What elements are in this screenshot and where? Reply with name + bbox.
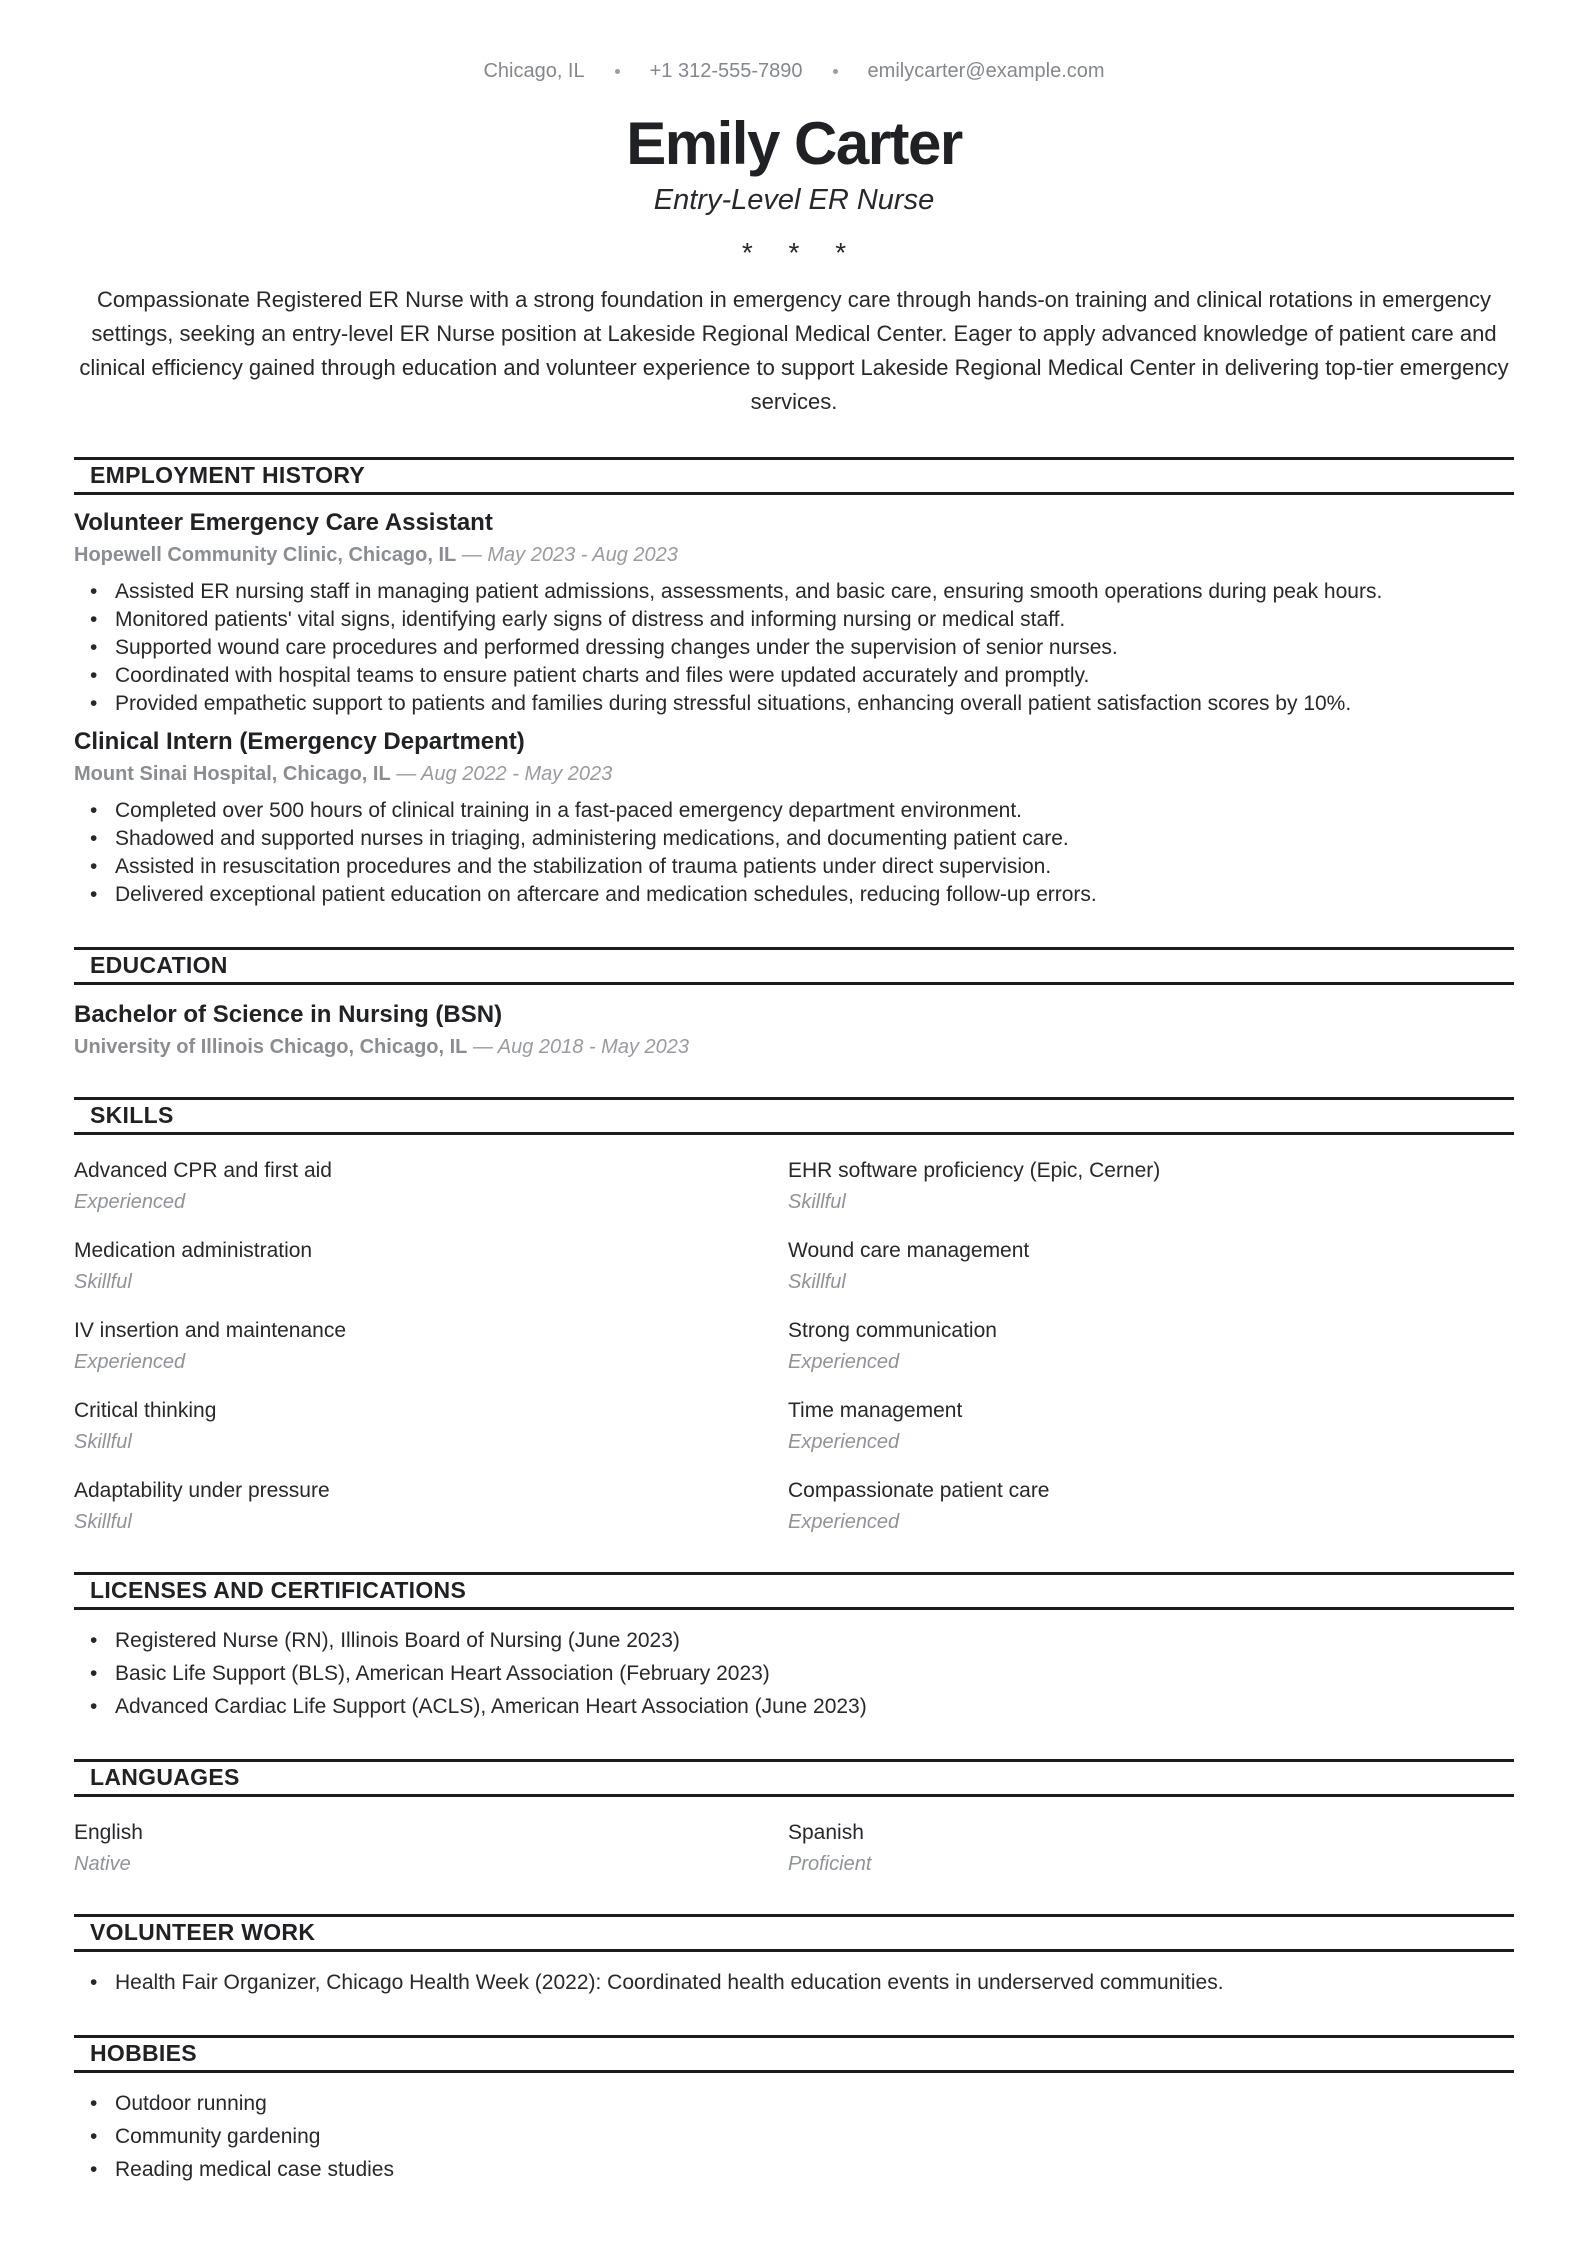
job-meta xyxy=(74,544,1514,567)
skill-name: Critical thinking xyxy=(74,1399,217,1422)
skill-item xyxy=(74,1479,788,1534)
section-heading: VOLUNTEER WORK xyxy=(74,1914,1514,1952)
bullet-item: • Monitored patients' vital signs, identifying early signs of distress and informing nursing or medical staff. xyxy=(74,606,1514,634)
skill-name: Time management xyxy=(788,1399,963,1422)
job-bullet-list xyxy=(74,797,1514,909)
skill-item xyxy=(788,1319,1514,1374)
education-dates: — Aug 2018 - May 2023 xyxy=(472,1036,690,1058)
skill-name: Wound care management xyxy=(788,1239,1030,1262)
skill-name: Compassionate patient care xyxy=(788,1479,1050,1502)
section-languages xyxy=(74,1759,1514,1876)
languages-grid xyxy=(74,1821,1514,1876)
bullet-item: • Shadowed and supported nurses in triaging, administering medications, and documenting patient care. xyxy=(74,825,1514,853)
skill-item xyxy=(788,1239,1514,1294)
contact-phone: +1 312-555-7890 xyxy=(649,60,803,82)
skill-item xyxy=(74,1159,788,1214)
education-school: University of Illinois Chicago, Chicago, IL xyxy=(74,1036,468,1058)
asterisk-divider-ornament: * * * xyxy=(741,237,861,268)
job-entry xyxy=(74,509,1514,718)
job-company: Hopewell Community Clinic, Chicago, IL xyxy=(74,544,457,566)
job-dates: — May 2023 - Aug 2023 xyxy=(461,544,678,566)
education-meta xyxy=(74,1036,1514,1059)
bullet-item: • Delivered exceptional patient education on aftercare and medication schedules, reducing follow-up errors. xyxy=(74,881,1514,909)
skill-item xyxy=(74,1399,788,1454)
skill-name: Strong communication xyxy=(788,1319,997,1342)
skill-level: Experienced xyxy=(788,1431,900,1453)
section-heading: EMPLOYMENT HISTORY xyxy=(74,457,1514,495)
section-volunteer-work xyxy=(74,1914,1514,1997)
job-bullet-list xyxy=(74,578,1514,718)
contact-location: Chicago, IL xyxy=(483,60,585,82)
section-licenses xyxy=(74,1572,1514,1721)
skill-name: Medication administration xyxy=(74,1239,313,1262)
skill-level: Skillful xyxy=(788,1191,846,1213)
bullet-item: • Advanced Cardiac Life Support (ACLS), American Heart Association (June 2023) xyxy=(74,1693,1514,1721)
contact-email: emilycarter@example.com xyxy=(867,60,1105,82)
bullet-item: • Registered Nurse (RN), Illinois Board of Nursing (June 2023) xyxy=(74,1627,1514,1655)
language-item xyxy=(74,1821,788,1876)
skill-level: Skillful xyxy=(74,1431,132,1453)
job-dates: — Aug 2022 - May 2023 xyxy=(396,763,613,785)
contact-bar xyxy=(74,0,1514,83)
section-heading: LANGUAGES xyxy=(74,1759,1514,1797)
skill-level: Skillful xyxy=(74,1271,132,1293)
skill-level: Experienced xyxy=(74,1191,186,1213)
skill-item xyxy=(74,1239,788,1294)
bullet-item: • Assisted ER nursing staff in managing patient admissions, assessments, and basic care, ensuring smooth operations during peak hours. xyxy=(74,578,1514,606)
section-heading: SKILLS xyxy=(74,1097,1514,1135)
resume-content xyxy=(74,0,1514,2184)
skill-level: Experienced xyxy=(74,1351,186,1373)
volunteer-list xyxy=(74,1969,1514,1997)
bullet-item: • Coordinated with hospital teams to ensure patient charts and files were updated accurately and promptly. xyxy=(74,662,1514,690)
language-item xyxy=(788,1821,1514,1876)
language-level: Proficient xyxy=(788,1853,872,1875)
section-heading: LICENSES AND CERTIFICATIONS xyxy=(74,1572,1514,1610)
skill-name: EHR software proficiency (Epic, Cerner) xyxy=(788,1159,1161,1182)
job-company: Mount Sinai Hospital, Chicago, IL xyxy=(74,763,391,785)
hobbies-list xyxy=(74,2090,1514,2184)
job-title: Clinical Intern (Emergency Department) xyxy=(74,728,525,755)
job-title: Volunteer Emergency Care Assistant xyxy=(74,509,493,536)
section-hobbies xyxy=(74,2035,1514,2184)
section-employment-history xyxy=(74,457,1514,909)
education-degree: Bachelor of Science in Nursing (BSN) xyxy=(74,1001,503,1028)
job-entry xyxy=(74,728,1514,909)
dot-separator-icon xyxy=(615,69,620,74)
bullet-item: • Assisted in resuscitation procedures and the stabilization of trauma patients under direct supervision. xyxy=(74,853,1514,881)
skill-item xyxy=(788,1399,1514,1454)
job-meta xyxy=(74,763,1514,786)
section-heading: HOBBIES xyxy=(74,2035,1514,2073)
section-heading: EDUCATION xyxy=(74,947,1514,985)
bullet-item: • Basic Life Support (BLS), American Heart Association (February 2023) xyxy=(74,1660,1514,1688)
bullet-item: • Supported wound care procedures and performed dressing changes under the supervision of senior nurses. xyxy=(74,634,1514,662)
bullet-item: • Community gardening xyxy=(74,2123,1514,2151)
bullet-item: • Completed over 500 hours of clinical training in a fast-paced emergency department environment. xyxy=(74,797,1514,825)
skill-level: Skillful xyxy=(74,1511,132,1533)
skill-item xyxy=(788,1479,1514,1534)
language-level: Native xyxy=(74,1853,131,1875)
skill-level: Skillful xyxy=(788,1271,846,1293)
page-title: Emily Carter xyxy=(626,110,962,177)
skill-level: Experienced xyxy=(788,1351,900,1373)
bullet-item: • Provided empathetic support to patients and families during stressful situations, enhancing overall patient satisfaction scores by 10%. xyxy=(74,690,1514,718)
skill-name: Advanced CPR and first aid xyxy=(74,1159,332,1182)
skill-name: IV insertion and maintenance xyxy=(74,1319,347,1342)
language-name: Spanish xyxy=(788,1821,864,1844)
skill-level: Experienced xyxy=(788,1511,900,1533)
section-education xyxy=(74,947,1514,1059)
language-name: English xyxy=(74,1821,143,1844)
bullet-item: • Reading medical case studies xyxy=(74,2156,1514,2184)
skills-grid xyxy=(74,1159,1514,1534)
bullet-item: • Outdoor running xyxy=(74,2090,1514,2118)
skill-item xyxy=(74,1319,788,1374)
skill-name: Adaptability under pressure xyxy=(74,1479,330,1502)
job-role-subtitle: Entry-Level ER Nurse xyxy=(653,184,935,216)
section-skills xyxy=(74,1097,1514,1534)
skill-item xyxy=(788,1159,1514,1214)
dot-separator-icon xyxy=(833,69,838,74)
bullet-item: • Health Fair Organizer, Chicago Health Week (2022): Coordinated health education events in underserved communities. xyxy=(74,1969,1514,1997)
profile-summary: Compassionate Registered ER Nurse with a strong foundation in emergency care through hands-on training and clinical rotations in emergency settings, seeking an entry-level ER Nurse position at Lakeside Regional Medical Center. Eager to apply advanced knowledge of patient care and clinical efficiency gained through education and volunteer experience to support Lakeside Regional Medical Center in delivering top-tier emergency services. xyxy=(79,287,1509,414)
licenses-list xyxy=(74,1627,1514,1721)
